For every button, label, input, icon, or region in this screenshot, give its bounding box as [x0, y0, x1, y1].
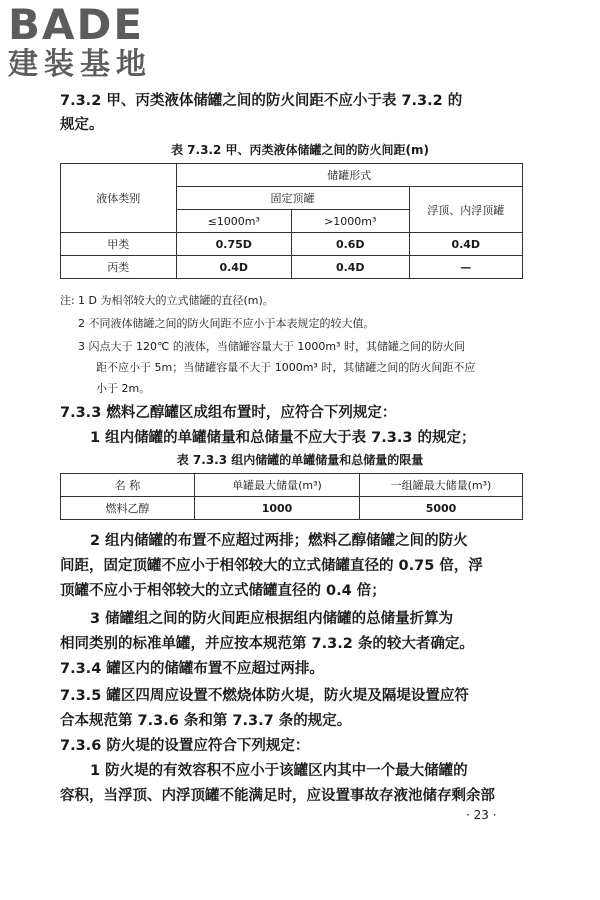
gt1000-header: >1000m³ — [292, 210, 410, 233]
page-number: · 23 · — [466, 808, 497, 822]
logo-text-cn: 建装基地 — [8, 47, 152, 82]
clause-7-3-3-item2-line2: 间距，固定顶罐不应小于相邻较大的立式储罐直径的 0.75 倍，浮 — [60, 558, 483, 574]
clause-7-3-6-item1-line1: 1 防火堤的有效容积不应小于该罐区内其中一个最大储罐的 — [90, 763, 468, 779]
note-2: 2 不同液体储罐之间的防火间距不应小于本表规定的较大值。 — [78, 317, 375, 330]
single-tank-header: 单罐最大储量(m³) — [195, 474, 360, 497]
table-row — [61, 256, 523, 279]
logo-text-en: BADE — [8, 0, 145, 49]
bade-logo — [8, 2, 178, 82]
table-cell: 5000 — [360, 497, 523, 520]
table-cell: 1000 — [195, 497, 360, 520]
notes-label: 注: — [60, 294, 75, 307]
note-1: 1 D 为相邻较大的立式储罐的直径(m)。 — [78, 294, 274, 307]
name-header: 名 称 — [61, 474, 195, 497]
table-7-3-3-caption: 表 7.3.3 组内储罐的单罐储量和总储量的限量 — [176, 453, 424, 467]
fixed-roof-header: 固定顶罐 — [176, 187, 409, 210]
le1000-header: ≤1000m³ — [176, 210, 292, 233]
table-cell: 燃料乙醇 — [61, 497, 195, 520]
table-cell: 0.6D — [292, 233, 410, 256]
floating-roof-header: 浮顶、内浮顶罐 — [409, 187, 523, 233]
note-3-line3: 小于 2m。 — [96, 382, 151, 395]
clause-7-3-3-item3-line1: 3 储罐组之间的防火间距应根据组内储罐的总储量折算为 — [90, 611, 454, 627]
table-7-3-3 — [60, 473, 523, 520]
tank-form-header: 储罐形式 — [176, 164, 523, 187]
clause-7-3-6: 7.3.6 防火堤的设置应符合下列规定： — [60, 738, 310, 754]
table-cell: 0.4D — [176, 256, 292, 279]
clause-7-3-2-line1: 7.3.2 甲、丙类液体储罐之间的防火间距不应小于表 7.3.2 的 — [60, 93, 463, 109]
clause-7-3-3-item3-line2: 相同类别的标准单罐，并应按本规范第 7.3.2 条的较大者确定。 — [60, 636, 474, 652]
clause-7-3-3: 7.3.3 燃料乙醇罐区成组布置时，应符合下列规定： — [60, 405, 397, 421]
table-cell: 丙类 — [61, 256, 177, 279]
clause-7-3-3-item2-line1: 2 组内储罐的布置不应超过两排；燃料乙醇储罐之间的防火 — [90, 533, 468, 549]
table-row — [61, 233, 523, 256]
clause-7-3-2-line2: 规定。 — [60, 117, 104, 133]
clause-7-3-4: 7.3.4 罐区内的储罐布置不应超过两排。 — [60, 661, 324, 677]
table-cell: 0.75D — [176, 233, 292, 256]
table-7-3-2 — [60, 163, 523, 279]
clause-7-3-5-line2: 合本规范第 7.3.6 条和第 7.3.7 条的规定。 — [60, 713, 352, 729]
table-cell: — — [409, 256, 523, 279]
note-3-line2: 距不应小于 5m；当储罐容量不大于 1000m³ 时，其储罐之间的防火间距不应 — [96, 361, 476, 374]
table-cell: 0.4D — [409, 233, 523, 256]
table-7-3-2-caption: 表 7.3.2 甲、丙类液体储罐之间的防火间距(m) — [171, 143, 429, 157]
group-tank-header: 一组罐最大储量(m³) — [360, 474, 523, 497]
clause-7-3-6-item1-line2: 容积，当浮顶、内浮顶罐不能满足时，应设置事故存液池储存剩余部 — [60, 788, 495, 804]
table-cell: 0.4D — [292, 256, 410, 279]
clause-7-3-5-line1: 7.3.5 罐区四周应设置不燃烧体防火堤，防火堤及隔堤设置应符 — [60, 688, 469, 704]
table-cell: 甲类 — [61, 233, 177, 256]
clause-7-3-3-item2-line3: 顶罐不应小于相邻较大的立式储罐直径的 0.4 倍； — [60, 583, 386, 599]
clause-7-3-3-item1: 1 组内储罐的单罐储量和总储量不应大于表 7.3.3 的规定； — [90, 430, 476, 446]
note-3-line1: 3 闪点大于 120℃ 的液体，当储罐容量大于 1000m³ 时，其储罐之间的防火间 — [78, 340, 465, 353]
table-row — [61, 497, 523, 520]
col-liquid-type: 液体类别 — [61, 164, 177, 233]
